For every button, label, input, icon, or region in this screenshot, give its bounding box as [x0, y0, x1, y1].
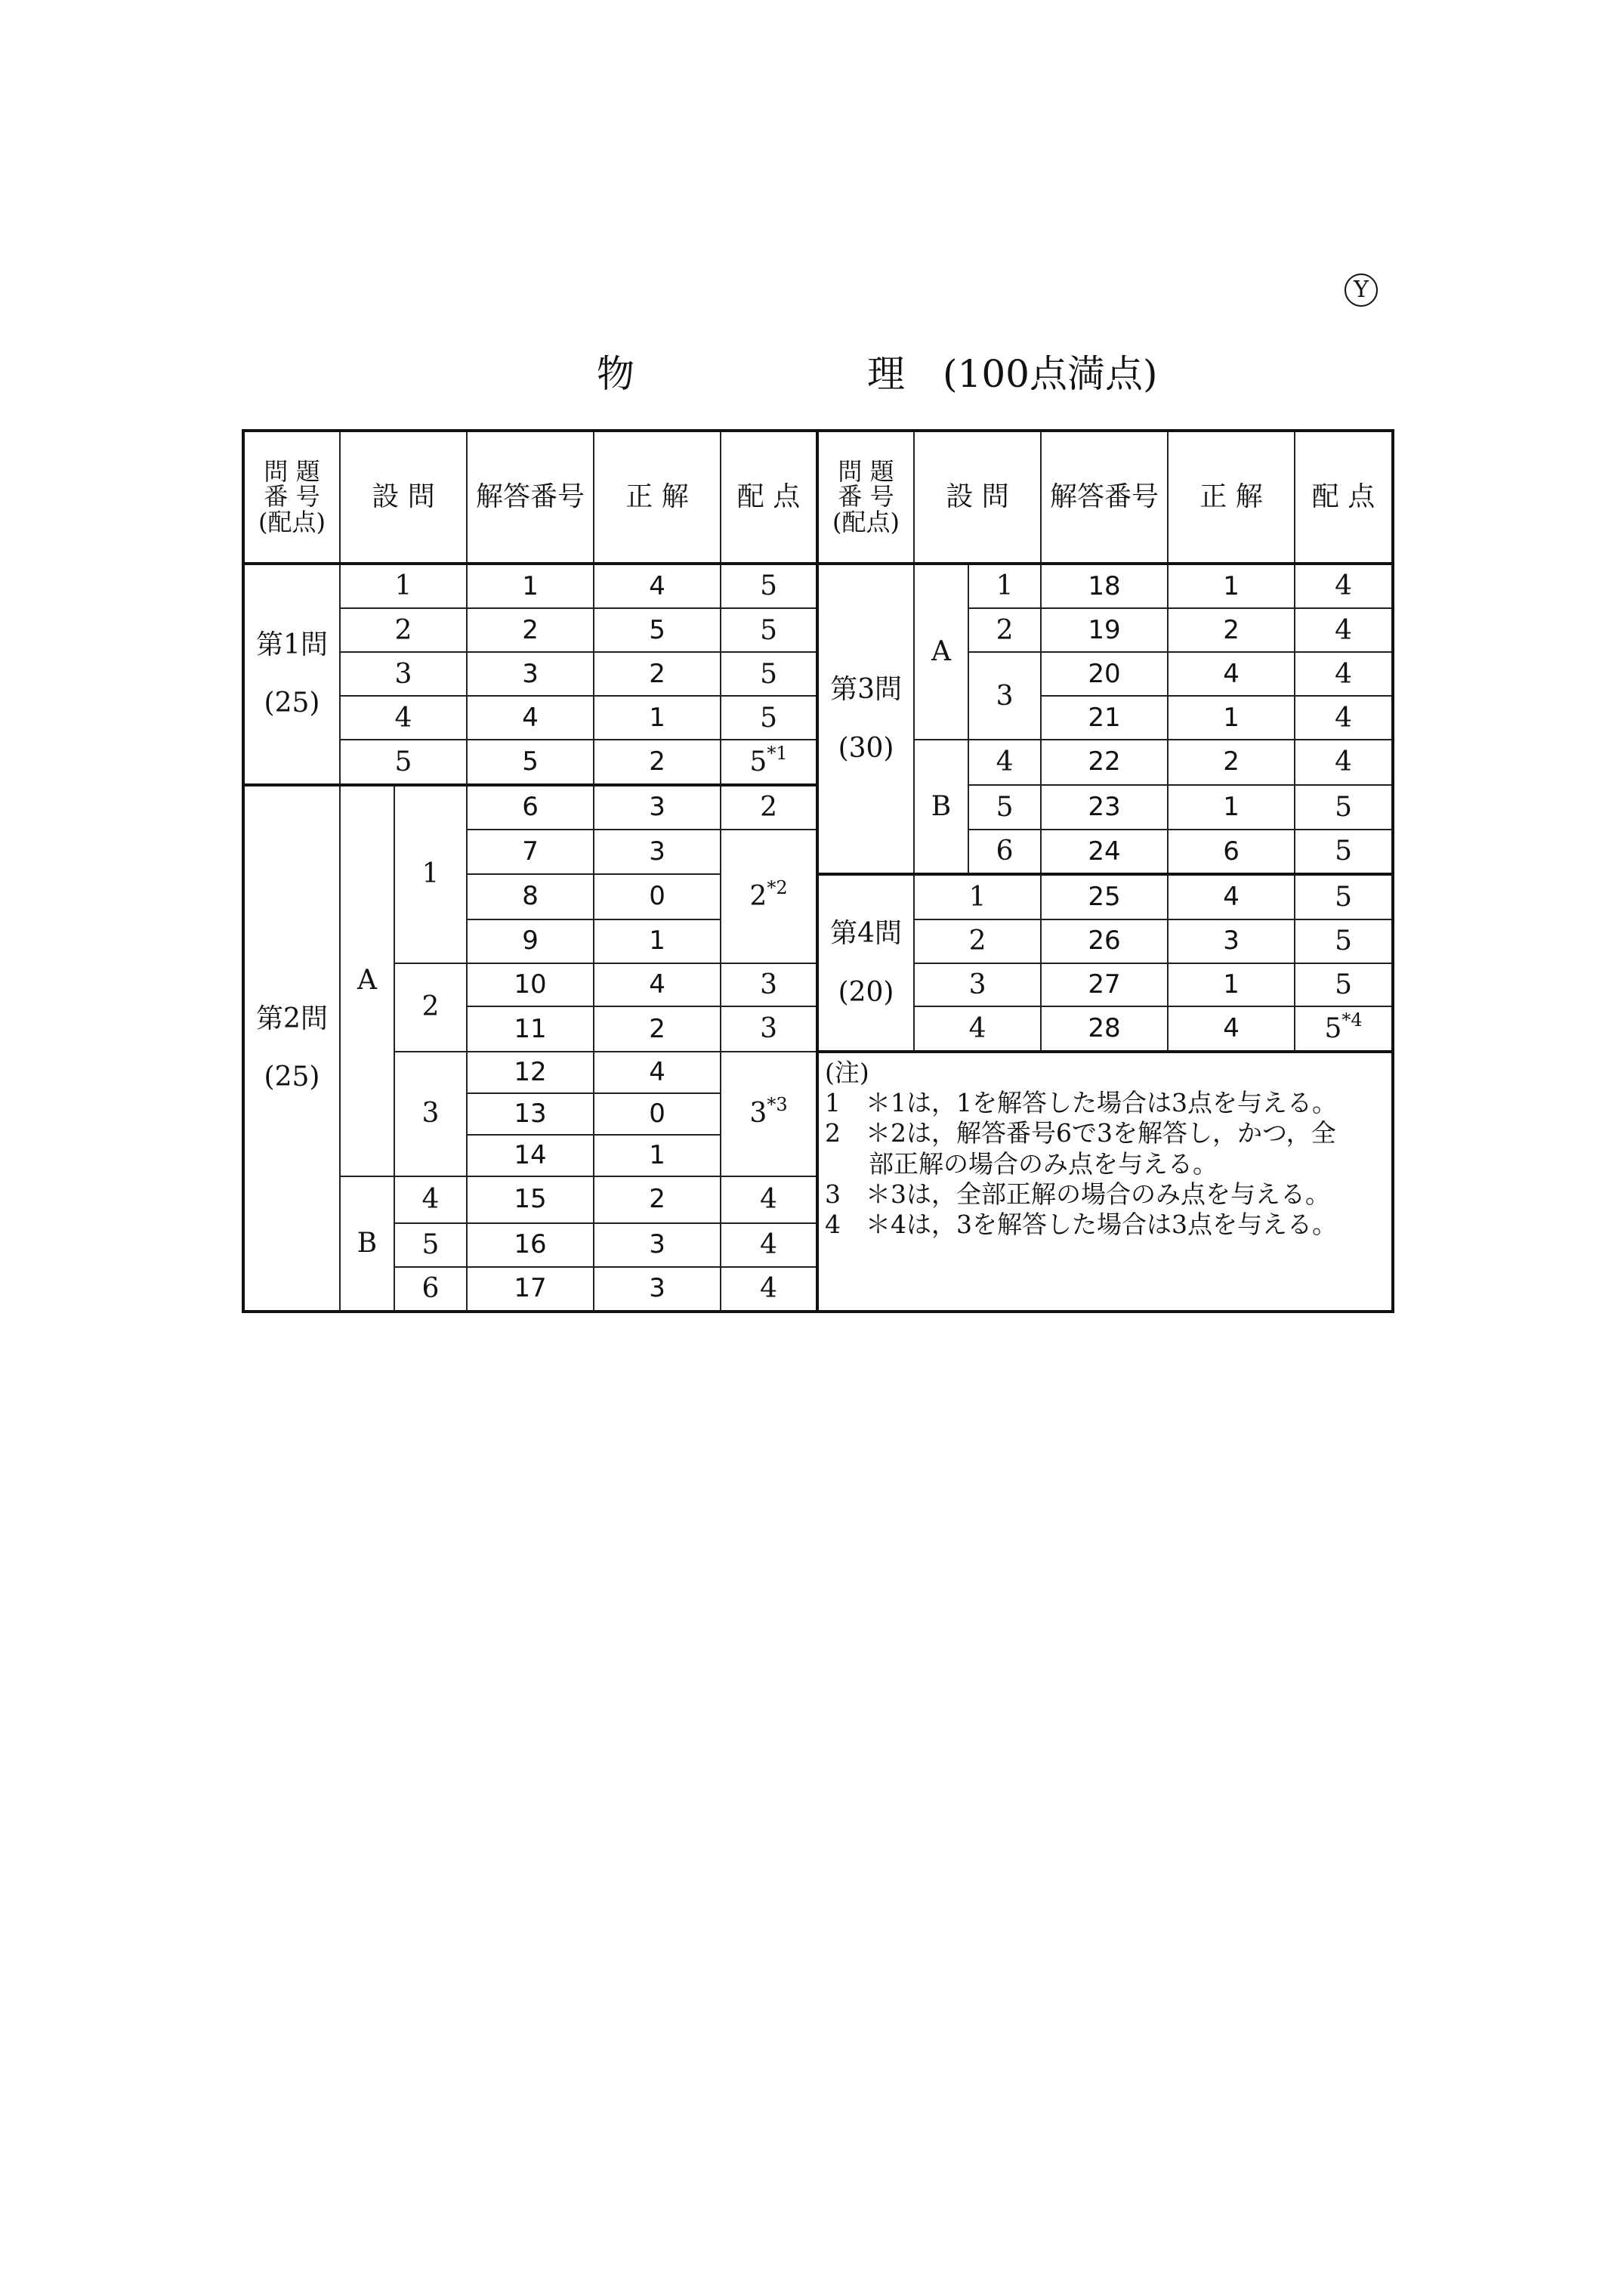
correct-answer: 2 — [594, 1006, 721, 1051]
answer-number: 27 — [1041, 963, 1168, 1007]
correct-answer: 1 — [594, 696, 721, 740]
correct-answer: 2 — [594, 740, 721, 784]
table-row — [243, 1052, 1393, 1093]
answer-number: 18 — [1041, 564, 1168, 608]
points: 5 — [1295, 963, 1393, 1007]
table-row — [243, 564, 1393, 608]
correct-answer: 1 — [1168, 564, 1295, 608]
sub-question: 3 — [914, 963, 1041, 1007]
points: 5 — [1295, 785, 1393, 830]
notes-box — [817, 1052, 1393, 1312]
q3-label-cell: 第3問 (30) — [817, 564, 914, 874]
sub-question: 3 — [394, 1052, 467, 1176]
points: 3 — [721, 1006, 817, 1051]
sub-question: 6 — [394, 1267, 467, 1312]
correct-answer: 4 — [594, 963, 721, 1007]
points: 4 — [1295, 696, 1393, 740]
correct-answer: 0 — [594, 874, 721, 919]
answer-number: 6 — [467, 785, 594, 830]
sub-question: 3 — [968, 652, 1041, 740]
points: 5 — [721, 652, 817, 696]
note-line: 部正解の場合のみ点を与える。 — [869, 1148, 1218, 1179]
footnote-mark: *1 — [767, 742, 788, 764]
title-total: (100点満点) — [943, 352, 1158, 396]
header-points: 配 点 — [721, 431, 817, 564]
correct-answer: 2 — [1168, 740, 1295, 784]
sub-question: 2 — [340, 608, 467, 652]
correct-answer: 1 — [1168, 785, 1295, 830]
header-correct: 正 解 — [594, 431, 721, 564]
correct-answer: 5 — [594, 608, 721, 652]
q2-label-cell: 第2問 (25) — [243, 785, 340, 1312]
answer-number: 4 — [467, 696, 594, 740]
correct-answer: 1 — [1168, 963, 1295, 1007]
correct-answer: 4 — [1168, 652, 1295, 696]
answer-number: 21 — [1041, 696, 1168, 740]
points: 5 — [1295, 830, 1393, 874]
points: 4 — [721, 1223, 817, 1267]
sub-question: 4 — [340, 696, 467, 740]
answer-number: 15 — [467, 1176, 594, 1223]
sub-question: 1 — [394, 785, 467, 963]
q3-part-b: B — [914, 740, 968, 874]
q1-label-cell: 第1問 (25) — [243, 564, 340, 785]
sub-question: 5 — [394, 1223, 467, 1267]
answer-number: 3 — [467, 652, 594, 696]
footnote-mark: *2 — [767, 876, 788, 898]
points: 4 — [1295, 740, 1393, 784]
sub-question: 2 — [394, 963, 467, 1052]
points: 4 — [721, 1267, 817, 1312]
answer-number: 19 — [1041, 608, 1168, 652]
title-subject-2: 理 — [867, 352, 905, 396]
answer-table — [242, 429, 1394, 1313]
points: 5$^{*1}$ — [721, 740, 817, 784]
points: 5 — [721, 696, 817, 740]
header-answer-no: 解答番号 — [467, 431, 594, 564]
title-subject-1: 物 — [597, 352, 634, 396]
note-line: 1 ＊1は，1を解答した場合は3点を与える。 — [825, 1088, 1337, 1118]
sub-question: 4 — [968, 740, 1041, 784]
points: 2 — [721, 785, 817, 830]
answer-number: 22 — [1041, 740, 1168, 784]
points: 5 — [1295, 874, 1393, 919]
correct-answer: 4 — [594, 564, 721, 608]
sub-question: 1 — [968, 564, 1041, 608]
answer-number: 13 — [467, 1093, 594, 1135]
points: 5 — [1295, 919, 1393, 963]
answer-number: 2 — [467, 608, 594, 652]
correct-answer: 2 — [1168, 608, 1295, 652]
footnote-mark: *4 — [1341, 1009, 1363, 1031]
answer-number: 8 — [467, 874, 594, 919]
correct-answer: 3 — [1168, 919, 1295, 963]
q2-part-a: A — [340, 785, 394, 1176]
correct-answer: 4 — [1168, 1006, 1295, 1051]
q3-part-a: A — [914, 564, 968, 740]
header-problem-no: 問 題 番 号 (配点) — [243, 431, 340, 564]
answer-number: 28 — [1041, 1006, 1168, 1051]
sub-question: 5 — [340, 740, 467, 784]
sub-question: 5 — [968, 785, 1041, 830]
sub-question: 4 — [394, 1176, 467, 1223]
footnote-mark: *3 — [767, 1094, 788, 1116]
answer-number: 25 — [1041, 874, 1168, 919]
header-sub-question: 設 問 — [340, 431, 467, 564]
answer-number: 9 — [467, 919, 594, 963]
sub-question: 4 — [914, 1006, 1041, 1051]
answer-number: 17 — [467, 1267, 594, 1312]
correct-answer: 4 — [1168, 874, 1295, 919]
note-line: 2 ＊2は，解答番号6で3を解答し，かつ，全 — [825, 1118, 1336, 1148]
points: 4 — [1295, 608, 1393, 652]
points: 4 — [1295, 564, 1393, 608]
correct-answer: 3 — [594, 1223, 721, 1267]
points: 3 — [721, 963, 817, 1007]
answer-number: 14 — [467, 1135, 594, 1176]
sub-question: 2 — [968, 608, 1041, 652]
note-line: 3 ＊3は，全部正解の場合のみ点を与える。 — [825, 1179, 1331, 1209]
sub-question: 1 — [914, 874, 1041, 919]
points: 4 — [1295, 652, 1393, 696]
header-row — [243, 431, 1393, 564]
note-line: 4 ＊4は，3を解答した場合は3点を与える。 — [825, 1210, 1337, 1240]
points: 5$^{*4}$ — [1295, 1006, 1393, 1051]
correct-answer: 4 — [594, 1052, 721, 1093]
correct-answer: 1 — [1168, 696, 1295, 740]
header-problem-no: 問 題 番 号 (配点) — [817, 431, 914, 564]
points: 4 — [721, 1176, 817, 1223]
answer-number: 7 — [467, 830, 594, 874]
header-sub-question: 設 問 — [914, 431, 1041, 564]
answer-number: 26 — [1041, 919, 1168, 963]
header-points: 配 点 — [1295, 431, 1393, 564]
correct-answer: 2 — [594, 652, 721, 696]
answer-number: 16 — [467, 1223, 594, 1267]
answer-number: 12 — [467, 1052, 594, 1093]
points: 3$^{*3}$ — [721, 1052, 817, 1176]
points: 5 — [721, 564, 817, 608]
correct-answer: 6 — [1168, 830, 1295, 874]
answer-number: 24 — [1041, 830, 1168, 874]
sub-question: 6 — [968, 830, 1041, 874]
version-mark-y: Y — [1345, 273, 1378, 307]
header-answer-no: 解答番号 — [1041, 431, 1168, 564]
points: 2$^{*2}$ — [721, 830, 817, 963]
sub-question: 2 — [914, 919, 1041, 963]
header-correct: 正 解 — [1168, 431, 1295, 564]
answer-number: 1 — [467, 564, 594, 608]
points: 5 — [721, 608, 817, 652]
answer-number: 5 — [467, 740, 594, 784]
correct-answer: 3 — [594, 830, 721, 874]
correct-answer: 3 — [594, 1267, 721, 1312]
sub-question: 3 — [340, 652, 467, 696]
answer-number: 10 — [467, 963, 594, 1007]
correct-answer: 1 — [594, 1135, 721, 1176]
answer-number: 11 — [467, 1006, 594, 1051]
notes-heading: (注) — [825, 1057, 869, 1087]
answer-number: 20 — [1041, 652, 1168, 696]
correct-answer: 1 — [594, 919, 721, 963]
q4-label-cell: 第4問 (20) — [817, 874, 914, 1052]
q2-part-b: B — [340, 1176, 394, 1312]
answer-number: 23 — [1041, 785, 1168, 830]
correct-answer: 0 — [594, 1093, 721, 1135]
correct-answer: 2 — [594, 1176, 721, 1223]
correct-answer: 3 — [594, 785, 721, 830]
sub-question: 1 — [340, 564, 467, 608]
